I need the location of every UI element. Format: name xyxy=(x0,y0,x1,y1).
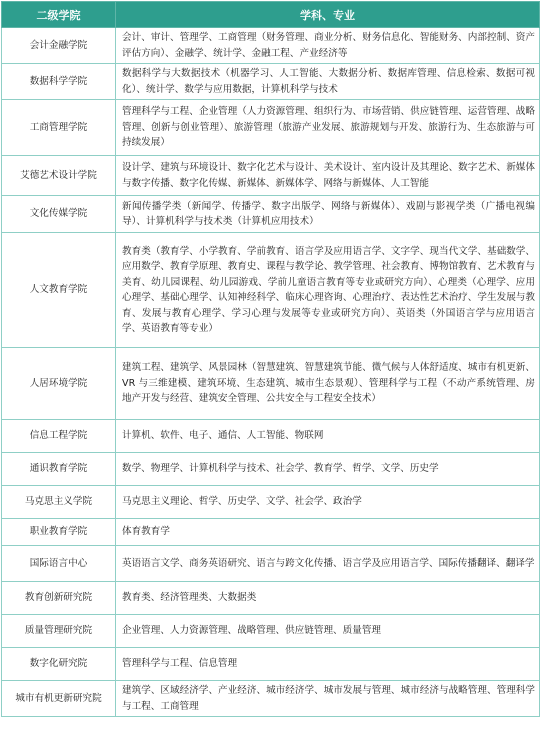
college-majors: 新闻传播学类（新闻学、传播学、数字出版学、网络与新媒体）、戏剧与影视学类（广播电视编导）、计算机科学与技术类（计算机应用技术） xyxy=(116,196,540,233)
table-row xyxy=(2,28,540,64)
college-majors: 教育类、经济管理类、大数据类 xyxy=(116,582,540,615)
college-name: 国际语言中心 xyxy=(2,546,116,582)
table-row xyxy=(2,546,540,582)
college-majors: 管理科学与工程、信息管理 xyxy=(116,648,540,681)
college-majors: 体育教育学 xyxy=(116,519,540,546)
college-majors: 管理科学与工程、企业管理（人力资源管理、组织行为、市场营销、供应链管理、运营管理、战略管理、创新与创业管理）、旅游管理（旅游产业发展、旅游规划与开发、旅游行为、生态旅游与可持续发展） xyxy=(116,100,540,156)
college-name: 质量管理研究院 xyxy=(2,615,116,648)
college-name: 教育创新研究院 xyxy=(2,582,116,615)
table-row xyxy=(2,453,540,486)
table-row xyxy=(2,196,540,233)
college-majors: 建筑工程、建筑学、风景园林（智慧建筑、智慧建筑节能、微气候与人体舒适度、城市有机更新、VR 与三维建模、建筑环境、生态建筑、城市生态景观）、管理科学与工程（不动产系统管理、房地产开发与经营、建筑安全管理、公共安全与工程安全技术） xyxy=(116,348,540,420)
college-name: 艾德艺术设计学院 xyxy=(2,156,116,196)
college-majors-table xyxy=(1,1,540,717)
college-majors: 英语语言文学、商务英语研究、语言与跨文化传播、语言学及应用语言学、国际传播翻译、翻译学 xyxy=(116,546,540,582)
college-name: 人居环境学院 xyxy=(2,348,116,420)
table-row xyxy=(2,233,540,348)
college-name: 职业教育学院 xyxy=(2,519,116,546)
table-row xyxy=(2,486,540,519)
table-row xyxy=(2,100,540,156)
table-row xyxy=(2,64,540,100)
college-majors: 数据科学与大数据技术（机器学习、人工智能、大数据分析、数据库管理、信息检索、数据可视化）、统计学、数学与应用数据，计算机科学与技术 xyxy=(116,64,540,100)
college-name: 文化传媒学院 xyxy=(2,196,116,233)
header-majors: 学科、专业 xyxy=(116,2,540,28)
table-row xyxy=(2,519,540,546)
header-college: 二级学院 xyxy=(2,2,116,28)
table-row xyxy=(2,681,540,717)
college-majors: 马克思主义理论、哲学、历史学、文学、社会学、政治学 xyxy=(116,486,540,519)
college-majors: 设计学、建筑与环境设计、数字化艺术与设计、美术设计、室内设计及其理论、数字艺术、新媒体与数字传播、数字化传媒、新媒体、新媒体学、网络与新媒体、人工智能 xyxy=(116,156,540,196)
table-row xyxy=(2,348,540,420)
table-row xyxy=(2,615,540,648)
college-name: 城市有机更新研究院 xyxy=(2,681,116,717)
college-majors: 计算机、软件、电子、通信、人工智能、物联网 xyxy=(116,420,540,453)
college-name: 数据科学学院 xyxy=(2,64,116,100)
college-name: 马克思主义学院 xyxy=(2,486,116,519)
college-name: 通识教育学院 xyxy=(2,453,116,486)
college-name: 数字化研究院 xyxy=(2,648,116,681)
table-row xyxy=(2,420,540,453)
college-name: 信息工程学院 xyxy=(2,420,116,453)
table-row xyxy=(2,156,540,196)
table-row xyxy=(2,648,540,681)
table-header-row xyxy=(2,2,540,28)
college-name: 工商管理学院 xyxy=(2,100,116,156)
college-majors: 会计、审计、管理学、工商管理（财务管理、商业分析、财务信息化、智能财务、内部控制、资产评估方向）、金融学、统计学、金融工程、产业经济等 xyxy=(116,28,540,64)
college-majors: 教育类（教育学、小学教育、学前教育、语言学及应用语言学、文字学、现当代文学、基础数学、应用数学、教育学原理、教育史、课程与教学论、教学管理、社会教育、博物馆教育、艺术教育与美育、幼儿园课程、幼儿园游戏、学前儿童语言教育等专业或研究方向）、心理类（心理学、应用心理学、基础心理学、认知神经科学、临床心理咨询、心理治疗、表达性艺术治疗、学生发展与教育、发展与教育心理学、学习心理与发展等专业或研究方向）、英语类（外国语言学与应用语言学、英语教育等专业） xyxy=(116,233,540,348)
table-row xyxy=(2,582,540,615)
college-majors: 企业管理、人力资源管理、战略管理、供应链管理、质量管理 xyxy=(116,615,540,648)
college-name: 人文教育学院 xyxy=(2,233,116,348)
college-majors: 数学、物理学、计算机科学与技术、社会学、教育学、哲学、文学、历史学 xyxy=(116,453,540,486)
college-name: 会计金融学院 xyxy=(2,28,116,64)
college-majors: 建筑学、区域经济学、产业经济、城市经济学、城市发展与管理、城市经济与战略管理、管理科学与工程、工商管理 xyxy=(116,681,540,717)
